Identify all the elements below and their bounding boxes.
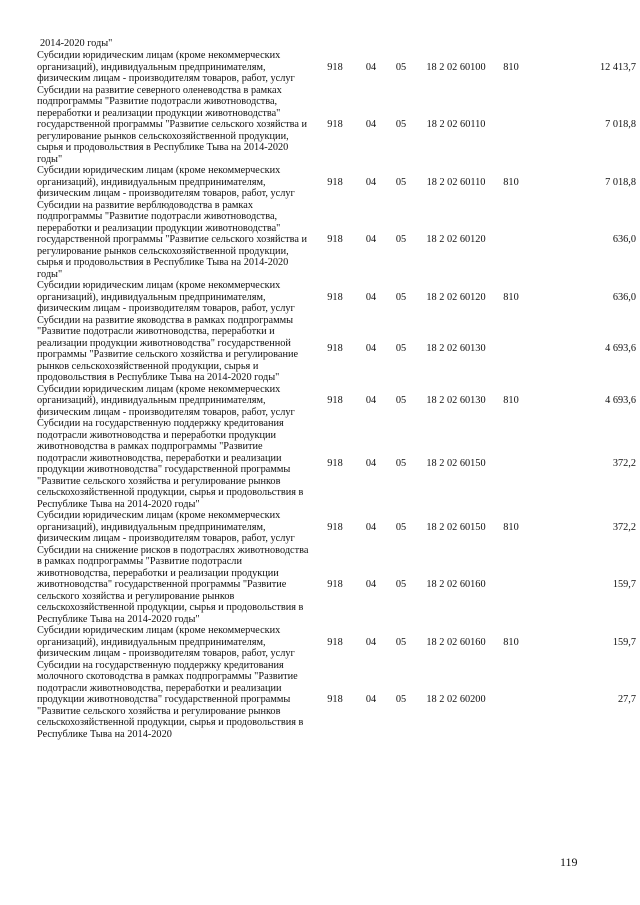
subsection-code: 05 [395, 458, 407, 470]
target-article-code: 18 2 02 60120 [426, 234, 486, 245]
expense-type-code [496, 545, 526, 626]
expense-type-code: 810 [503, 61, 519, 73]
amount-value: 7 018,8 [605, 176, 636, 188]
target-article-code: 18 2 02 60150 [426, 521, 486, 533]
amount-value: 159,7 [612, 636, 636, 648]
table-row [37, 510, 636, 545]
row-description: Субсидии на государственную поддержку кредитования молочного скотоводства в рамках подпрограммы "Развитие подотрасли животноводства, переработки и реализации продукции животноводства" государственной программы "Развитие сельского хозяйства и регулирование рынков сельскохозяйственной продукции, сырья и продовольствия в Республике Тыва на 2014-2020 [37, 659, 304, 740]
target-article-code: 18 2 02 60130 [426, 343, 486, 355]
ministry-code: 918 [327, 458, 343, 470]
amount-value: 12 413,7 [599, 61, 636, 73]
ministry-code: 918 [327, 291, 343, 303]
expense-type-code [496, 85, 526, 166]
expense-type-code: 810 [503, 176, 519, 188]
section-code: 04 [365, 119, 377, 130]
section-code: 04 [365, 343, 377, 355]
table-row [37, 315, 636, 384]
table-row [37, 165, 636, 200]
section-code: 04 [365, 395, 377, 406]
section-code: 04 [365, 458, 377, 470]
expense-type-code [496, 200, 526, 281]
subsection-code: 05 [395, 521, 407, 533]
ministry-code: 918 [327, 579, 343, 590]
subsection-code: 05 [395, 343, 407, 355]
table-row [37, 50, 636, 85]
row-description: Субсидии на снижение рисков в подотраслях животноводства в рамках подпрограммы "Развитие подотрасли животноводства, переработки и реализации продукции животноводства" государственной программы "Развитие сельского хозяйства и регулирование рынков сельскохозяйственной продукции, сырья и продовольствия в Республике Тыва на 2014-2020 годы" [37, 544, 309, 625]
section-code: 04 [365, 694, 377, 705]
ministry-code: 918 [327, 694, 343, 705]
amount-value: 372,2 [612, 521, 636, 533]
section-code: 04 [365, 291, 377, 303]
target-article-code: 18 2 02 60120 [426, 291, 486, 303]
amount-value: 4 693,6 [605, 395, 636, 406]
amount-value: 636,0 [612, 234, 636, 245]
ministry-code: 918 [327, 61, 343, 73]
target-article-code: 18 2 02 60150 [426, 458, 486, 470]
subsection-code: 05 [395, 636, 407, 648]
expense-type-code: 810 [503, 395, 519, 406]
table-row [37, 545, 636, 626]
table-row [37, 660, 636, 741]
amount-value: 159,7 [612, 579, 636, 590]
subsection-code: 05 [395, 395, 407, 406]
amount-value: 27,7 [617, 694, 636, 705]
target-article-code: 18 2 02 60200 [426, 694, 486, 705]
section-code: 04 [365, 579, 377, 590]
amount-value: 4 693,6 [605, 343, 636, 355]
subsection-code: 05 [395, 61, 407, 73]
section-code: 04 [365, 61, 377, 73]
ministry-code: 918 [327, 343, 343, 355]
amount-value: 7 018,8 [605, 119, 636, 130]
target-article-code: 18 2 02 60160 [426, 636, 486, 648]
row-description: Субсидии юридическим лицам (кроме некоммерческих организаций), индивидуальным предпринимателям, физическим лицам - производителям товаров, работ, услуг [37, 510, 295, 544]
section-code: 04 [365, 636, 377, 648]
row-description: Субсидии юридическим лицам (кроме некоммерческих организаций), индивидуальным предпринимателям, физическим лицам - производителям товаров, работ, услуг [37, 625, 295, 659]
expense-type-code: 810 [503, 636, 519, 648]
ministry-code: 918 [327, 234, 343, 245]
row-description: Субсидии юридическим лицам (кроме некоммерческих организаций), индивидуальным предпринимателям, физическим лицам - производителям товаров, работ, услуг [37, 280, 295, 314]
row-description: Субсидии на развитие северного оленеводства в рамках подпрограммы "Развитие подотрасли животноводства, переработки и реализации продукции животноводства" государственной программы "Развитие сельского хозяйства и регулирование рынков сельскохозяйственной продукции, сырья и продовольствия в Республике Тыва на 2014-2020 годы" [37, 84, 307, 165]
subsection-code: 05 [395, 291, 407, 303]
table-row [37, 280, 636, 315]
expense-type-code: 810 [503, 291, 519, 303]
expense-type-code [496, 315, 526, 384]
table-row [37, 418, 636, 510]
table-row [37, 85, 636, 166]
table-row [37, 384, 636, 419]
target-article-code: 18 2 02 60130 [426, 395, 486, 406]
subsection-code: 05 [395, 579, 407, 590]
ministry-code: 918 [327, 521, 343, 533]
target-article-code: 18 2 02 60110 [426, 176, 486, 188]
page-number: 119 [560, 855, 578, 869]
row-description: Субсидии на развитие верблюдоводства в рамках подпрограммы "Развитие подотрасли животноводства, переработки и реализации продукции животноводства" государственной программы "Развитие сельского хозяйства и регулирование рынков сельскохозяйственной продукции, сырья и продовольствия в Республике Тыва на 2014-2020 годы" [37, 199, 307, 280]
ministry-code: 918 [327, 119, 343, 130]
ministry-code: 918 [327, 395, 343, 406]
expense-type-code [496, 660, 526, 741]
subsection-code: 05 [395, 119, 407, 130]
row-description: Субсидии на развитие яководства в рамках подпрограммы "Развитие подотрасли животноводства, переработки и реализации продукции животноводства" государственной программы "Развитие сельского хозяйства и регулирование рынков сельскохозяйственной продукции, сырья и продовольствия в Республике Тыва на 2014-2020 годы" [37, 314, 299, 383]
target-article-code: 18 2 02 60100 [426, 61, 486, 73]
target-article-code: 18 2 02 60160 [426, 579, 486, 590]
continued-text: 2014-2020 годы" [40, 38, 113, 49]
expense-type-code: 810 [503, 521, 519, 533]
row-description: Субсидии юридическим лицам (кроме некоммерческих организаций), индивидуальным предпринимателям, физическим лицам - производителям товаров, работ, услуг [37, 50, 295, 84]
section-code: 04 [365, 176, 377, 188]
table-row [37, 625, 636, 660]
expense-type-code [496, 418, 526, 510]
amount-value: 636,0 [612, 291, 636, 303]
amount-value: 372,2 [612, 458, 636, 470]
ministry-code: 918 [327, 176, 343, 188]
subsection-code: 05 [395, 234, 407, 245]
row-description: Субсидии юридическим лицам (кроме некоммерческих организаций), индивидуальным предпринимателям, физическим лицам - производителям товаров, работ, услуг [37, 165, 295, 199]
section-code: 04 [365, 521, 377, 533]
ministry-code: 918 [327, 636, 343, 648]
subsection-code: 05 [395, 176, 407, 188]
subsection-code: 05 [395, 694, 407, 705]
section-code: 04 [365, 234, 377, 245]
budget-table-body [37, 50, 636, 740]
row-description: Субсидии юридическим лицам (кроме некоммерческих организаций), индивидуальным предпринимателям, физическим лицам - производителям товаров, работ, услуг [37, 383, 295, 418]
target-article-code: 18 2 02 60110 [426, 119, 486, 130]
table-row [37, 200, 636, 281]
row-description: Субсидии на государственную поддержку кредитования подотрасли животноводства и переработки продукции животноводства в рамках подпрограммы "Развитие подотрасли животноводства, переработки и реализации продукции животноводства" государственной программы "Развитие сельского хозяйства и регулирование рынков сельскохозяйственной продукции, сырья и продовольствия в Республике Тыва на 2014-2020 годы" [37, 418, 304, 510]
budget-table [37, 50, 636, 740]
